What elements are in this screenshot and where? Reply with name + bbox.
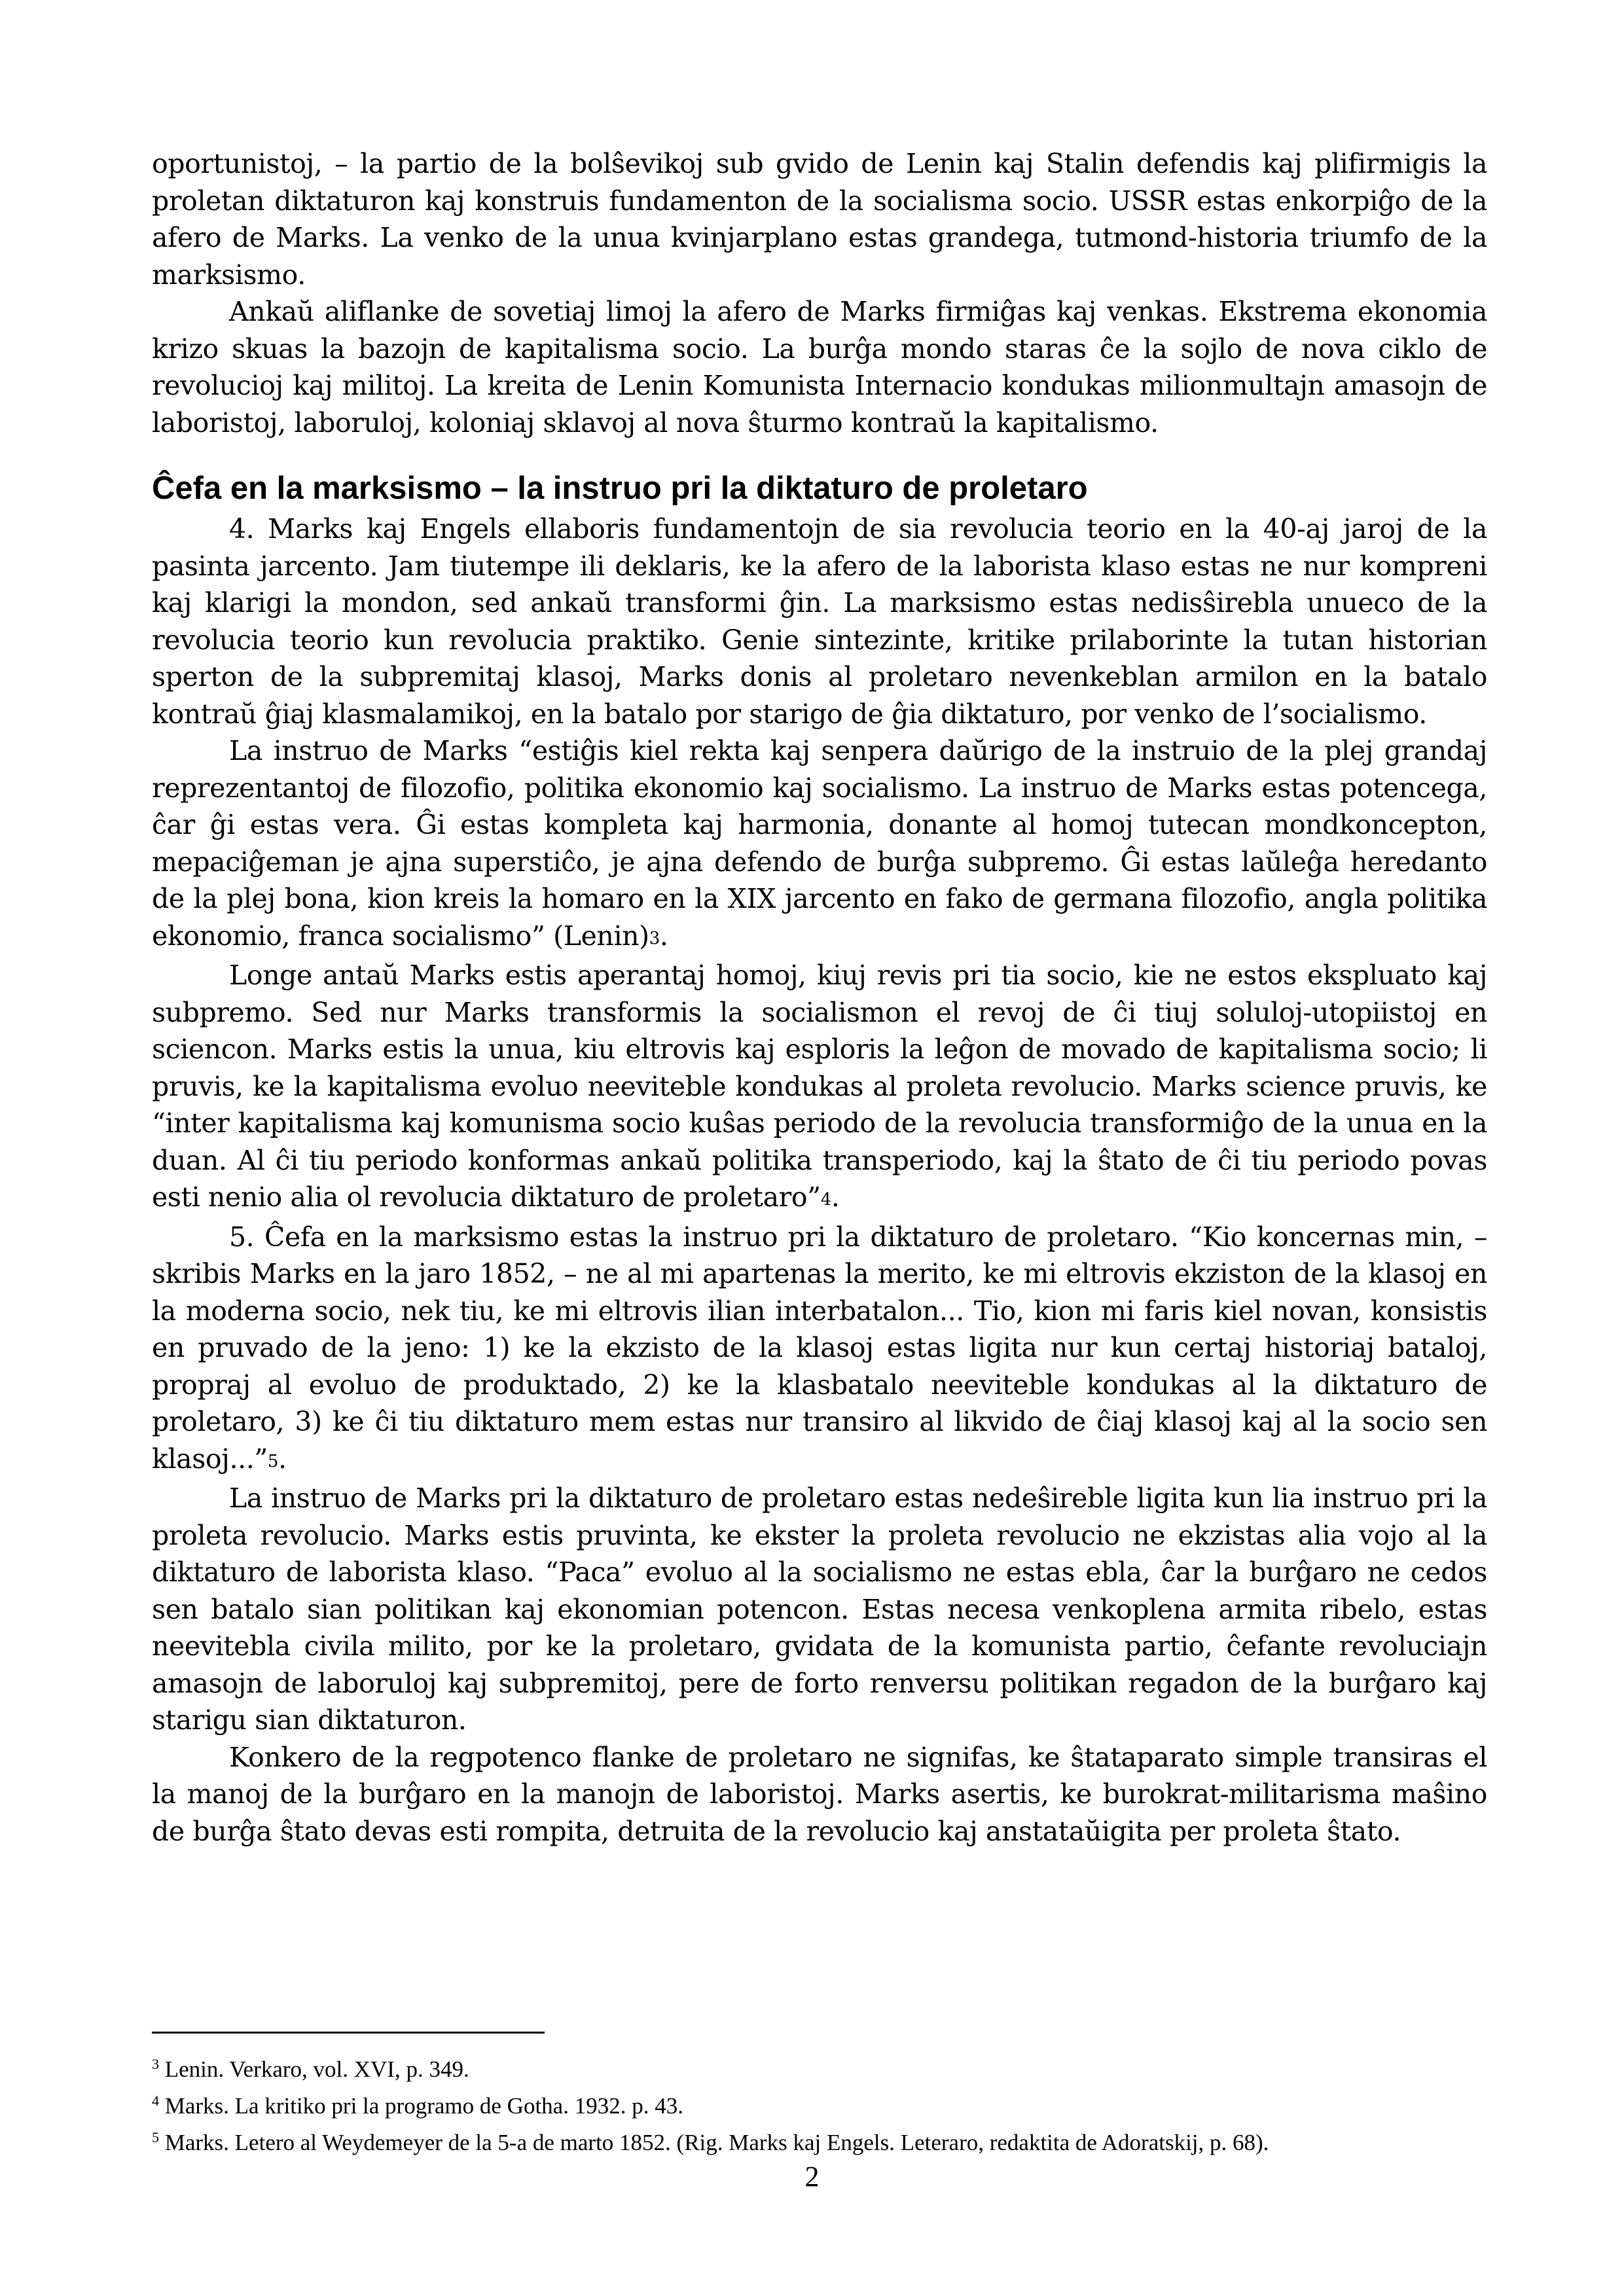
paragraph: Konkero de la regpotenco flanke de proletaro ne signifas, ke ŝtataparato simple transiras el la manoj de la burĝaro en la manojn de laboristoj. Marks asertis, ke burokrat-militarisma maŝino de burĝa ŝtato devas esti rompita, detruita de la revolucio kaj anstataŭigita per proleta ŝtato.: [152, 1741, 1487, 1847]
punct: .: [278, 1443, 287, 1475]
footnote-text: Lenin. Verkaro, vol. XVI, p. 349.: [164, 2056, 469, 2082]
footnote-number: 4: [152, 2092, 159, 2109]
footnote-ref-5[interactable]: 5: [267, 1451, 279, 1471]
footnote-4: [152, 2085, 1487, 2122]
page-number: 2: [804, 2161, 820, 2193]
punct: .: [659, 920, 668, 952]
paragraph: Ankaŭ aliflanke de sovetiaj limoj la afero de Marks firmiĝas kaj venkas. Ekstrema ekonomia krizo skuas la bazojn de kapitalisma socio. La burĝa mondo staras ĉe la sojlo de nova ciklo de revolucioj kaj militoj. La kreita de Lenin Komunista Internacio kondukas milionmultajn amasojn de laboristoj, laboruloj, koloniaj sklavoj al nova ŝturmo kontraŭ la kapitalismo.: [152, 296, 1487, 439]
paragraph: La instruo de Marks pri la diktaturo de proletaro estas nedeŝireble ligita kun lia instruo pri la proleta revolucio. Marks estis pruvinta, ke ekster la proleta revolucio ne ekzistas alia vojo al la diktaturo de laborista klaso. “Paca” evoluo al la socialismo ne estas ebla, ĉar la burĝaro ne cedos sen batalo sian politikan kaj ekonomian potencon. Estas necesa venkoplena armita ribelo, estas neevitebla civila milito, por ke la proletaro, gvidata de la komunista partio, ĉefante revoluciajn amasojn de laboruloj kaj subpremitoj, pere de forto renversu politikan regadon de la burĝaro kaj starigu sian diktaturon.: [152, 1482, 1487, 1736]
paragraph-4: 4. Marks kaj Engels ellaboris fundamentojn de sia revolucia teorio en la 40-aj jaroj de la pasinta jarcento. Jam tiutempe ili deklaris, ke la afero de la laborista klaso estas ne nur kompreni kaj klarigi la mondon, sed ankaŭ transformi ĝin. La marksismo estas nedisŝirebla unueco de la revolucia teorio kun revolucia praktiko. Genie sintezinte, kritike prilaborinte la tutan historian sperton de la subpremitaj klasoj, Marks donis al proletaro nevenkeblan armilon en la batalo kontraŭ ĝiaj klasmalamikoj, en la batalo por starigo de ĝia diktaturo, por venko de l’socialismo.: [152, 513, 1487, 730]
paragraph-marks-science: [152, 957, 1487, 1219]
paragraph-text: Longe antaŭ Marks estis aperantaj homoj, kiuj revis pri tia socio, kie ne estos ekspluato kaj subpremo. Sed nur Marks transformis la socialismon el revoj de ĉi tiuj soluloj-utopiistoj en sciencon. Marks estis la unua, kiu eltrovis kaj esploris la leĝon de movado de kapitalisma socio; li pruvis, ke la kapitalisma evoluo neeviteble kondukas al proleta revolucio. Marks science pruvis, ke “inter kapitalisma kaj komunisma socio kuŝas periodo de la revolucia transformiĝo de la unua en la duan. Al ĉi tiu periodo konformas ankaŭ politika transperiodo, kaj la ŝtato de ĉi tiu periodo povas esti nenio alia ol revolucia diktaturo de proletaro”: [152, 960, 1487, 1213]
section-heading: Ĉefa en la marksismo – la instruo pri la diktaturo de proletaro: [152, 471, 1088, 506]
footnote-number: 5: [152, 2129, 159, 2145]
paragraph-5: [152, 1219, 1487, 1480]
paragraph-text: La instruo de Marks “estiĝis kiel rekta kaj senpera daŭrigo de la instruio de la plej grandaj reprezentantoj de filozofio, politika ekonomio kaj socialismo. La instruo de Marks estas potencega, ĉar ĝi estas vera. Ĝi estas kompleta kaj harmonia, donante al homoj tutecan mondkoncepton, mepaciĝeman je ajna superstiĉo, je ajna defendo de burĝa subpremo. Ĝi estas laŭleĝa heredanto de la plej bona, kion kreis la homaro en la XIX jarcento en fako de germana filozofio, angla politika ekonomio, franca socialismo” (Lenin): [152, 735, 1487, 952]
paragraph-lenin-quote: [152, 732, 1487, 957]
paragraph-text: 5. Ĉefa en la marksismo estas la instruo pri la diktaturo de proletaro. “Kio koncernas min, – skribis Marks en la jaro 1852, – ne al mi apartenas la merito, ke mi eltrovis ekziston de la klasoj en la moderna socio, nek tiu, ke mi eltrovis ilian interbatalon... Tio, kion mi faris kiel novan, konsistis en pruvado de la jeno: 1) ke la ekzisto de la klasoj estas ligita nur kun certaj historiaj bataloj, propraj al evoluo de produktado, 2) ke la klasbatalo neeviteble kondukas al la diktaturo de proletaro, 3) ke ĉi tiu diktaturo mem estas nur transiro al likvido de ĉiaj klasoj kaj al la socio sen klasoj...”: [152, 1221, 1487, 1475]
footnote-text: Marks. La kritiko pri la programo de Gotha. 1932. p. 43.: [164, 2093, 683, 2119]
page-body: [152, 145, 1487, 1850]
footnotes: [152, 2049, 1487, 2159]
paragraph-continuation: oportunistoj, – la partio de la bolŝevikoj sub gvido de Lenin kaj Stalin defendis kaj plifirmigis la proletan diktaturon kaj konstruis fundamenton de la socialisma socio. USSR estas enkorpiĝo de la afero de Marks. La venko de la unua kvinjarplano estas grandega, tutmond-historia triumfo de la marksismo.: [152, 148, 1487, 291]
footnote-ref-4[interactable]: 4: [820, 1190, 831, 1210]
footnote-5: [152, 2122, 1487, 2159]
footnote-number: 3: [152, 2056, 159, 2072]
footnote-text: Marks. Letero al Weydemeyer de la 5-a de marto 1852. (Rig. Marks kaj Engels. Leteraro, redaktita de Adoratskij, p. 68).: [164, 2130, 1269, 2155]
footnote-3: [152, 2049, 1487, 2085]
punct: .: [831, 1181, 840, 1213]
footnote-ref-3[interactable]: 3: [649, 928, 660, 948]
footnote-separator: [152, 2032, 545, 2034]
